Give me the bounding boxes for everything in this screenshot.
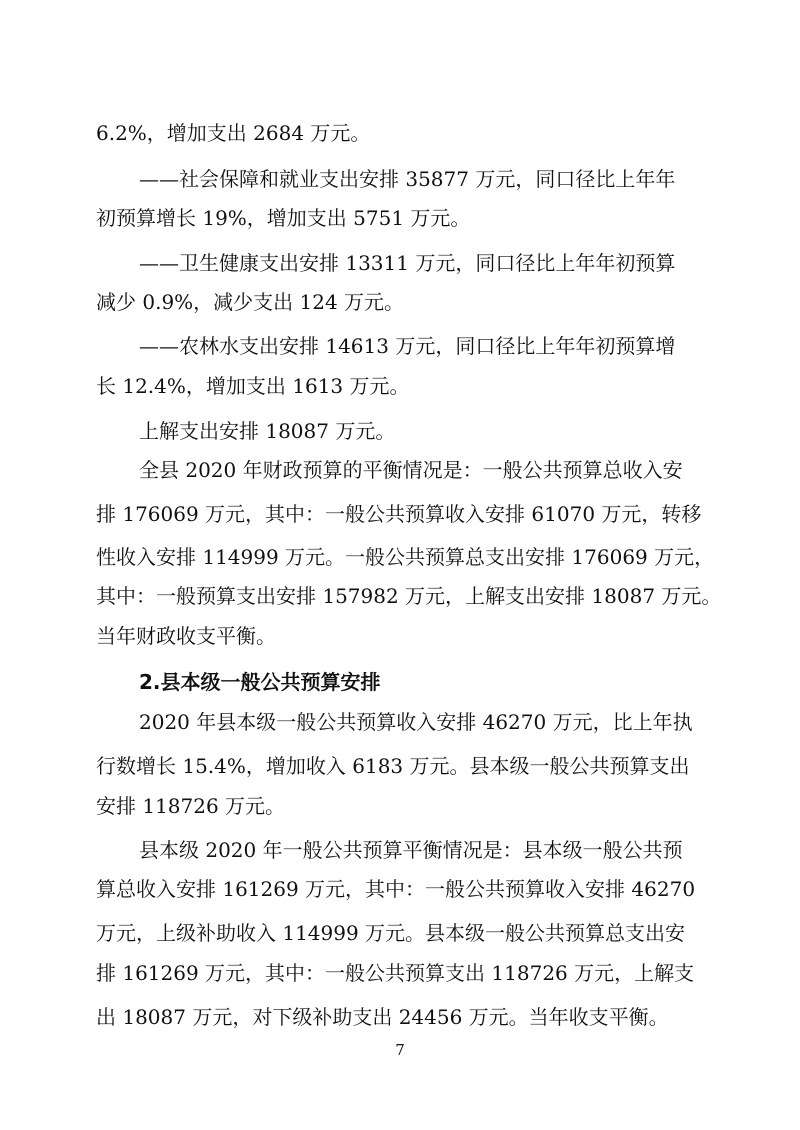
document-page: 6.2%，增加支出 2684 万元。 ——社会保障和就业支出安排 35877 万元，同口径比上年年 初预算增长 19%，增加支出 5751 万元。 ——卫生健康支出安排 13311 万元，同口径比上年年初预算 减少 0.9%，减少支出 124 万元。 ——农林水支出安排 14613 万元，同口径比上年年初预算增 长 12.4%，增加支出 1613 万元。 上解支出安排 18087 万元。 全县 2020 年财政预算的平衡情况是：一般公共预算总收入安 排 176069 万元，其中：一般公共预算收入安排 61070 万元，转移 性收入安排 114999 万元。一般公共预算总支出安排 176069 万元， 其中：一般预算支出安排 157982 万元，上解支出安排 18087 万元。 当年财政收支平衡。 2.县本级一般公共预算安排 2020 年县本级一般公共预算收入安排 46270 万元，比上年执 行数增长 15.4%，增加收入 6183 万元。县本级一般公共预算支出 安排 118726 万元。 县本级 2020 年一般公共预算平衡情况是：县本级一般公共预 算总收入安排 161269 万元，其中：一般公共预算收入安排 46270 万元，上级补助收入 114999 万元。县本级一般公共预算总支出安 排 161269 万元，其中：一般公共预算支出 118726 万元，上解支 出 18087 万元，对下级补助支出 24456 万元。当年收支平衡。 7	[0, 0, 800, 1130]
page-number: 7	[395, 1041, 405, 1059]
